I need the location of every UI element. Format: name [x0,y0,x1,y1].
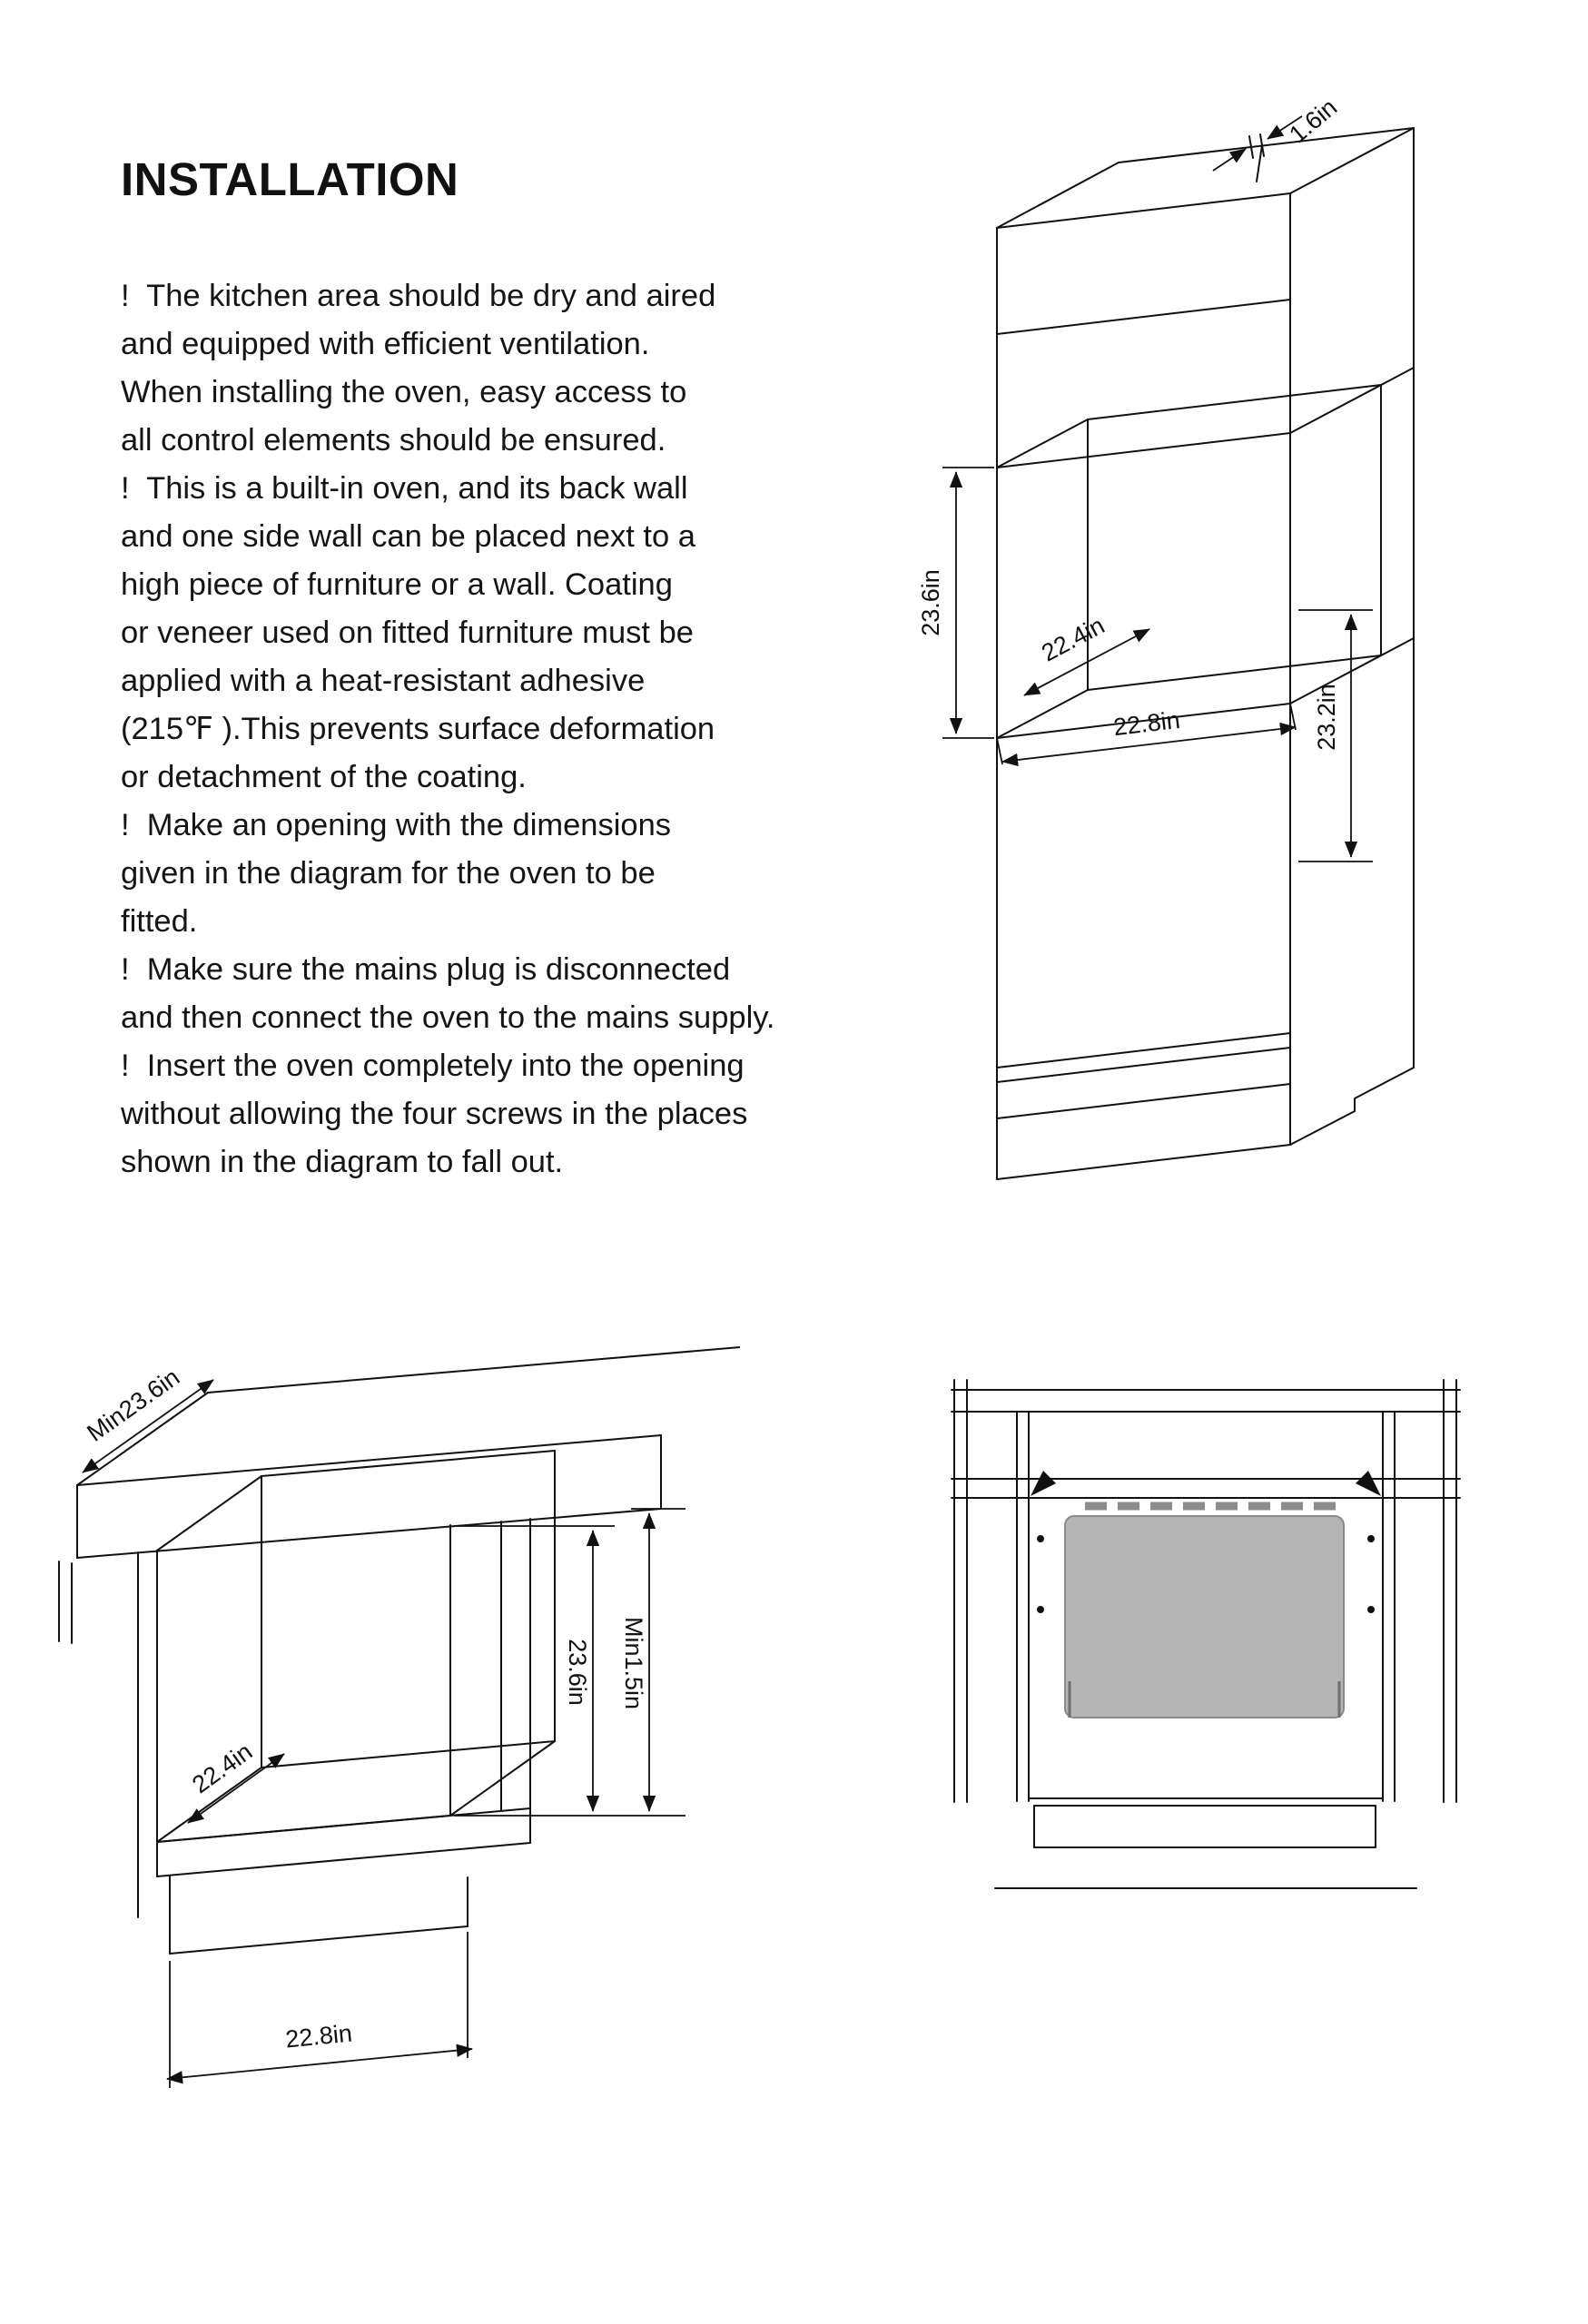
under-counter-drawing [50,1334,740,2115]
instruction-line: without allowing the four screws in the places [121,1097,748,1131]
front-view-drawing [949,1375,1466,1911]
dim-label-niche-width: 22.8in [284,2019,354,2053]
figure-front-view [949,1375,1466,1911]
screw-dot [1037,1535,1044,1542]
dim-label-niche-depth: 22.4in [187,1738,258,1799]
instruction-line: or veneer used on fitted furniture must be [121,615,694,650]
dim-label-top-gap: 1.6in [1284,93,1343,149]
instruction-line: ! Insert the oven completely into the opening [121,1049,745,1083]
instruction-line: shown in the diagram to fall out. [121,1145,564,1179]
instruction-line: given in the diagram for the oven to be [121,856,656,891]
dim-label-niche-width: 22.8in [1111,705,1182,742]
screw-dot [1367,1606,1375,1613]
oven-door [1065,1516,1344,1718]
screw-dot [1367,1535,1375,1542]
figure-under-counter [50,1334,740,2115]
dim-label-niche-depth: 22.4in [1037,611,1110,667]
instruction-line: ! This is a built-in oven, and its back wall [121,471,688,506]
dim-label-counter-depth-min: Min23.6in [82,1363,185,1447]
instruction-line: When installing the oven, easy access to [121,375,687,409]
screw-arrow-left-icon [1031,1471,1056,1496]
dim-label-niche-height-side: 23.2in [1313,684,1340,751]
dim-label-niche-height-front: 23.6in [917,569,944,636]
screw-dot [1037,1606,1044,1613]
dimension-lines [942,116,1373,862]
screw-arrow-right-icon [1356,1471,1381,1496]
instruction-line: applied with a heat-resistant adhesive [121,664,646,698]
dimension-lines [83,1380,686,2088]
page-title: INSTALLATION [121,153,459,205]
instruction-line: and equipped with efficient ventilation. [121,327,650,361]
dim-label-clearance-min: Min1.5in [620,1616,647,1710]
instruction-line: (215℉ ).This prevents surface deformation [121,712,715,746]
figure-tall-cabinet [908,91,1489,1271]
instruction-line: or detachment of the coating. [121,760,527,794]
instruction-line: ! Make sure the mains plug is disconnected [121,952,731,987]
instruction-line: high piece of furniture or a wall. Coating [121,567,673,602]
instruction-line: ! Make an opening with the dimensions [121,808,672,842]
instruction-line: all control elements should be ensured. [121,423,666,458]
tall-cabinet-drawing [908,91,1489,1271]
instruction-line: and then connect the oven to the mains supply. [121,1000,775,1035]
plinth-drawer-front [1034,1806,1376,1847]
instruction-line: ! The kitchen area should be dry and aired [121,279,716,313]
instruction-line: fitted. [121,904,198,939]
instruction-line: and one side wall can be placed next to a [121,519,695,554]
dim-label-niche-height: 23.6in [564,1639,591,1706]
installation-instructions [121,272,775,1187]
